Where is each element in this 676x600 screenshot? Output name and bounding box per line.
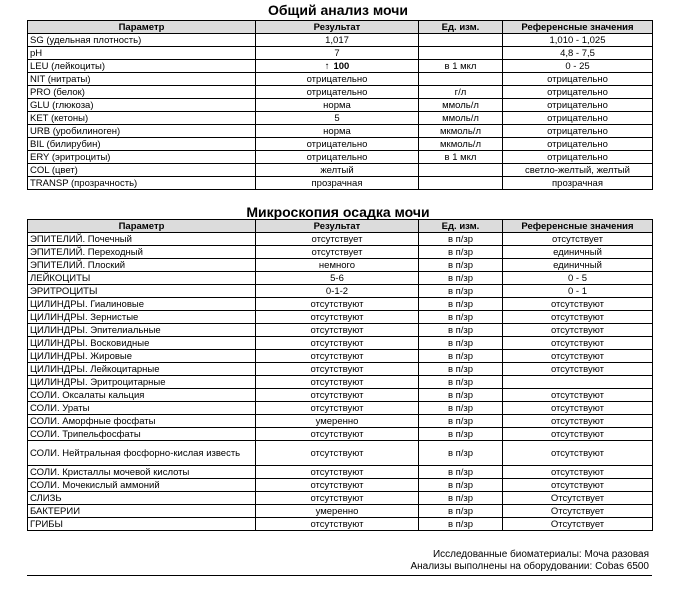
- header-reference: Референсные значения: [503, 220, 653, 233]
- cell-unit: в п/зр: [419, 466, 503, 479]
- cell-parameter: pH: [28, 47, 256, 60]
- cell-result: отсутствуют: [256, 479, 419, 492]
- cell-reference: 4,8 - 7,5: [503, 47, 653, 60]
- cell-parameter: LEU (лейкоциты): [28, 60, 256, 73]
- table-row: [28, 492, 653, 505]
- table-row: [28, 350, 653, 363]
- table-row: [28, 479, 653, 492]
- cell-reference: отсутствуют: [503, 479, 653, 492]
- cell-parameter: GLU (глюкоза): [28, 99, 256, 112]
- table-row: [28, 233, 653, 246]
- cell-result: 5-6: [256, 272, 419, 285]
- cell-reference: отсутствуют: [503, 466, 653, 479]
- cell-parameter: SG (удельная плотность): [28, 34, 256, 47]
- cell-parameter: ЭПИТЕЛИЙ. Плоский: [28, 259, 256, 272]
- cell-reference: 0 - 25: [503, 60, 653, 73]
- cell-unit: в 1 мкл: [419, 60, 503, 73]
- cell-unit: в п/зр: [419, 376, 503, 389]
- cell-parameter: СОЛИ. Кристаллы мочевой кислоты: [28, 466, 256, 479]
- cell-parameter: СОЛИ. Ураты: [28, 402, 256, 415]
- cell-reference: Отсутствует: [503, 518, 653, 531]
- cell-reference: отсутствуют: [503, 389, 653, 402]
- table-row: [28, 337, 653, 350]
- cell-result: [256, 60, 419, 73]
- cell-unit: [419, 177, 503, 190]
- cell-result: отсутствуют: [256, 350, 419, 363]
- footer-biomaterial: Исследованные биоматериалы: Моча разовая: [432, 549, 649, 560]
- cell-reference: отрицательно: [503, 138, 653, 151]
- cell-unit: в п/зр: [419, 415, 503, 428]
- cell-result: отсутствуют: [256, 466, 419, 479]
- cell-parameter: KET (кетоны): [28, 112, 256, 125]
- cell-parameter: ГРИБЫ: [28, 518, 256, 531]
- cell-result: отсутствуют: [256, 428, 419, 441]
- table-row: [28, 428, 653, 441]
- cell-reference: единичный: [503, 246, 653, 259]
- cell-result: отсутствуют: [256, 402, 419, 415]
- table-row: [28, 363, 653, 376]
- cell-unit: в п/зр: [419, 363, 503, 376]
- table-row: [28, 177, 653, 190]
- cell-parameter: ЛЕЙКОЦИТЫ: [28, 272, 256, 285]
- cell-parameter: СОЛИ. Аморфные фосфаты: [28, 415, 256, 428]
- cell-result: норма: [256, 125, 419, 138]
- cell-unit: в п/зр: [419, 441, 503, 466]
- cell-unit: в п/зр: [419, 402, 503, 415]
- cell-result: отрицательно: [256, 138, 419, 151]
- cell-reference: отсутствуют: [503, 350, 653, 363]
- table-row: [28, 466, 653, 479]
- header-parameter: Параметр: [28, 220, 256, 233]
- cell-unit: ммоль/л: [419, 99, 503, 112]
- header-reference: Референсные значения: [503, 21, 653, 34]
- cell-unit: в п/зр: [419, 389, 503, 402]
- cell-parameter: ЦИЛИНДРЫ. Зернистые: [28, 311, 256, 324]
- cell-parameter: COL (цвет): [28, 164, 256, 177]
- cell-reference: [503, 376, 653, 389]
- cell-unit: в 1 мкл: [419, 151, 503, 164]
- cell-unit: в п/зр: [419, 298, 503, 311]
- header-unit: Ед. изм.: [419, 21, 503, 34]
- cell-reference: 1,010 - 1,025: [503, 34, 653, 47]
- cell-unit: в п/зр: [419, 246, 503, 259]
- cell-result: отсутствуют: [256, 324, 419, 337]
- cell-reference: отрицательно: [503, 125, 653, 138]
- cell-reference: Отсутствует: [503, 492, 653, 505]
- header-result: Результат: [256, 220, 419, 233]
- table-row: [28, 285, 653, 298]
- cell-result: прозрачная: [256, 177, 419, 190]
- cell-reference: отрицательно: [503, 151, 653, 164]
- cell-result: отсутствует: [256, 246, 419, 259]
- cell-parameter: BIL (билирубин): [28, 138, 256, 151]
- footer-divider: [27, 575, 652, 576]
- cell-parameter: ЭПИТЕЛИЙ. Переходный: [28, 246, 256, 259]
- cell-reference: отсутствуют: [503, 337, 653, 350]
- cell-parameter: СОЛИ. Мочекислый аммоний: [28, 479, 256, 492]
- cell-parameter: ЦИЛИНДРЫ. Восковидные: [28, 337, 256, 350]
- table-row: [28, 151, 653, 164]
- cell-unit: в п/зр: [419, 518, 503, 531]
- cell-result: отсутствуют: [256, 441, 419, 466]
- cell-result: отсутствуют: [256, 389, 419, 402]
- table-row: [28, 86, 653, 99]
- table-row: [28, 376, 653, 389]
- cell-reference: отсутствуют: [503, 311, 653, 324]
- table-row: [28, 441, 653, 466]
- cell-unit: г/л: [419, 86, 503, 99]
- section-title-microscopy: Микроскопия осадка мочи: [246, 204, 430, 220]
- table-row: [28, 138, 653, 151]
- cell-parameter: ЭПИТЕЛИЙ. Почечный: [28, 233, 256, 246]
- table-row: [28, 389, 653, 402]
- cell-result: 7: [256, 47, 419, 60]
- cell-parameter: ЦИЛИНДРЫ. Жировые: [28, 350, 256, 363]
- table-row: [28, 47, 653, 60]
- table-row: [28, 73, 653, 86]
- cell-unit: в п/зр: [419, 311, 503, 324]
- cell-result: отсутствуют: [256, 298, 419, 311]
- cell-unit: ммоль/л: [419, 112, 503, 125]
- cell-reference: отсутствует: [503, 233, 653, 246]
- cell-result: умеренно: [256, 505, 419, 518]
- cell-unit: мкмоль/л: [419, 138, 503, 151]
- cell-unit: в п/зр: [419, 505, 503, 518]
- cell-unit: [419, 164, 503, 177]
- cell-reference: отрицательно: [503, 86, 653, 99]
- cell-result: немного: [256, 259, 419, 272]
- table-row: [28, 125, 653, 138]
- cell-reference: отрицательно: [503, 112, 653, 125]
- cell-parameter: ЦИЛИНДРЫ. Эритроцитарные: [28, 376, 256, 389]
- cell-parameter: ЦИЛИНДРЫ. Лейкоцитарные: [28, 363, 256, 376]
- result-value: 100: [333, 60, 350, 72]
- cell-result: 1,017: [256, 34, 419, 47]
- cell-parameter: NIT (нитраты): [28, 73, 256, 86]
- table-row: [28, 246, 653, 259]
- cell-reference: отсутствуют: [503, 428, 653, 441]
- table-row: [28, 415, 653, 428]
- microscopy-table: [27, 219, 653, 531]
- table-row: [28, 99, 653, 112]
- cell-reference: отрицательно: [503, 99, 653, 112]
- cell-result: отрицательно: [256, 86, 419, 99]
- table-row: [28, 259, 653, 272]
- cell-unit: в п/зр: [419, 285, 503, 298]
- header-parameter: Параметр: [28, 21, 256, 34]
- cell-parameter: TRANSP (прозрачность): [28, 177, 256, 190]
- cell-unit: в п/зр: [419, 233, 503, 246]
- cell-reference: отсутствуют: [503, 415, 653, 428]
- table-row: [28, 324, 653, 337]
- cell-reference: прозрачная: [503, 177, 653, 190]
- cell-unit: мкмоль/л: [419, 125, 503, 138]
- footer-equipment: Анализы выполнены на оборудовании: Cobas 6500: [410, 561, 649, 572]
- table-row: [28, 505, 653, 518]
- header-result: Результат: [256, 21, 419, 34]
- cell-result: отсутствует: [256, 233, 419, 246]
- cell-unit: в п/зр: [419, 259, 503, 272]
- cell-reference: светло-желтый, желтый: [503, 164, 653, 177]
- table-row: [28, 112, 653, 125]
- cell-unit: в п/зр: [419, 272, 503, 285]
- cell-unit: в п/зр: [419, 492, 503, 505]
- table-row: [28, 311, 653, 324]
- header-unit: Ед. изм.: [419, 220, 503, 233]
- cell-unit: в п/зр: [419, 428, 503, 441]
- table-row: [28, 402, 653, 415]
- cell-unit: в п/зр: [419, 350, 503, 363]
- cell-reference: отсутствуют: [503, 324, 653, 337]
- cell-reference: единичный: [503, 259, 653, 272]
- urinalysis-table: [27, 20, 653, 190]
- cell-parameter: ЦИЛИНДРЫ. Гиалиновые: [28, 298, 256, 311]
- cell-reference: отсутствуют: [503, 298, 653, 311]
- cell-parameter: БАКТЕРИИ: [28, 505, 256, 518]
- cell-result: отсутствуют: [256, 311, 419, 324]
- cell-unit: [419, 47, 503, 60]
- cell-result: отсутствуют: [256, 363, 419, 376]
- cell-parameter: ЭРИТРОЦИТЫ: [28, 285, 256, 298]
- table-header-row: [28, 21, 653, 34]
- cell-parameter: ЦИЛИНДРЫ. Эпителиальные: [28, 324, 256, 337]
- cell-result: отсутствуют: [256, 376, 419, 389]
- cell-unit: в п/зр: [419, 479, 503, 492]
- table-row: [28, 272, 653, 285]
- cell-parameter: URB (уробилиноген): [28, 125, 256, 138]
- cell-unit: в п/зр: [419, 324, 503, 337]
- cell-reference: 0 - 1: [503, 285, 653, 298]
- cell-parameter: PRO (белок): [28, 86, 256, 99]
- cell-reference: отсутствуют: [503, 363, 653, 376]
- cell-result: умеренно: [256, 415, 419, 428]
- cell-unit: [419, 73, 503, 86]
- cell-reference: 0 - 5: [503, 272, 653, 285]
- cell-result: отрицательно: [256, 73, 419, 86]
- table-header-row: [28, 220, 653, 233]
- arrow-up-icon: ↑: [324, 60, 330, 72]
- table-row: [28, 518, 653, 531]
- cell-parameter: СОЛИ. Трипельфосфаты: [28, 428, 256, 441]
- cell-result: норма: [256, 99, 419, 112]
- cell-parameter: СОЛИ. Оксалаты кальция: [28, 389, 256, 402]
- table-row: [28, 164, 653, 177]
- table-row: [28, 34, 653, 47]
- cell-reference: Отсутствует: [503, 505, 653, 518]
- table-row: [28, 60, 653, 73]
- cell-result: отрицательно: [256, 151, 419, 164]
- cell-result: 5: [256, 112, 419, 125]
- cell-parameter: СЛИЗЬ: [28, 492, 256, 505]
- cell-reference: отрицательно: [503, 73, 653, 86]
- cell-reference: отсутствуют: [503, 402, 653, 415]
- cell-result: отсутствуют: [256, 518, 419, 531]
- cell-parameter: ERY (эритроциты): [28, 151, 256, 164]
- table-row: [28, 298, 653, 311]
- cell-unit: в п/зр: [419, 337, 503, 350]
- cell-result: отсутствуют: [256, 492, 419, 505]
- cell-result: желтый: [256, 164, 419, 177]
- cell-result: отсутствуют: [256, 337, 419, 350]
- cell-result: 0-1-2: [256, 285, 419, 298]
- cell-parameter: СОЛИ. Нейтральная фосфорно-кислая известь: [28, 441, 256, 466]
- cell-reference: отсутствуют: [503, 441, 653, 466]
- cell-unit: [419, 34, 503, 47]
- section-title-urinalysis: Общий анализ мочи: [268, 2, 408, 18]
